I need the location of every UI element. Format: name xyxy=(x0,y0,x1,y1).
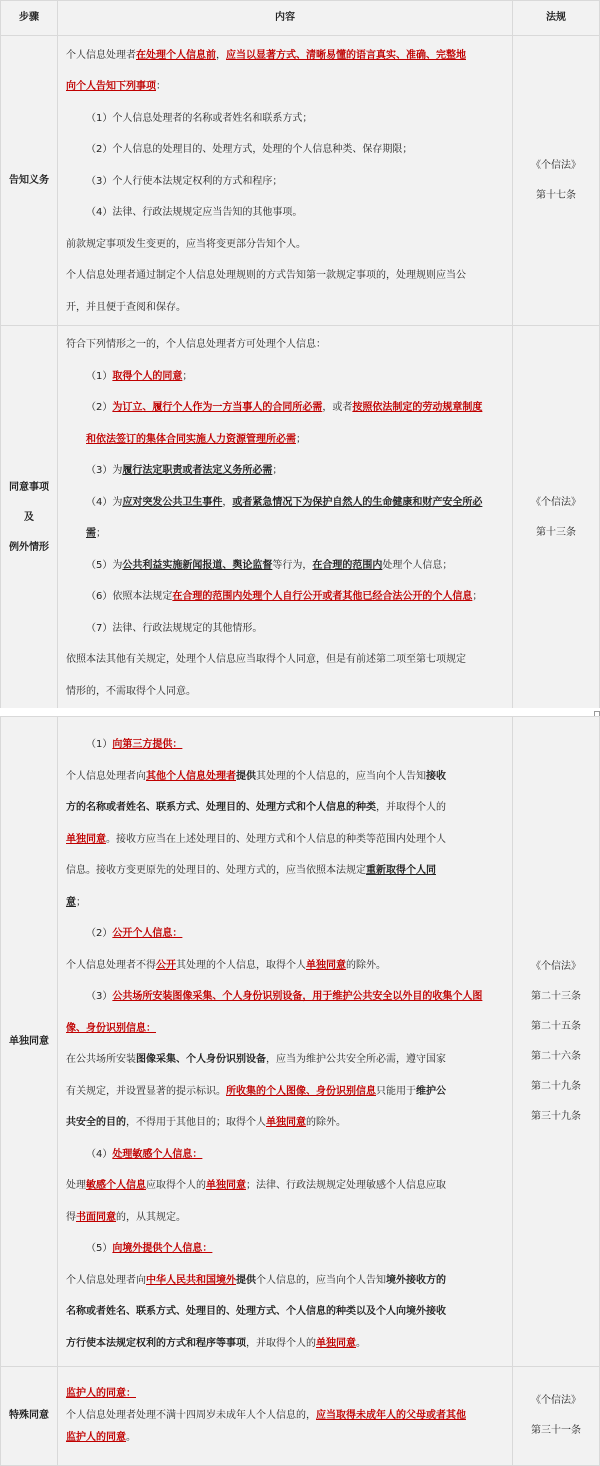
step-label: 告知义务 xyxy=(9,174,49,186)
law-cell xyxy=(513,717,600,1367)
law-article: 第三十一条 xyxy=(531,1425,581,1436)
list-item: （4）为应对突发公共卫生事件，或者紧急情况下为保护自然人的生命健康和财产安全所必 xyxy=(86,496,483,508)
law-name: 《个信法》 xyxy=(531,960,581,972)
list-item: （7）法律、行政法规规定的其他情形。 xyxy=(86,622,263,634)
list-item: （6）依照本法规定在合理的范围内处理个人自行公开或者其他已经合法公开的个人信息； xyxy=(86,591,483,603)
regulation-table xyxy=(0,716,600,1466)
header-law: 法规 xyxy=(513,1,600,36)
law-name: 《个信法》 xyxy=(531,159,581,171)
step-label: 同意事项 xyxy=(9,481,49,493)
law-cell xyxy=(513,1367,600,1466)
paragraph: 方行使本法规定权利的方式和程序等事项，并取得个人的单独同意。 xyxy=(66,1337,366,1349)
list-item: （1）取得个人的同意； xyxy=(86,370,193,382)
paragraph: 前款规定事项发生变更的，应当将变更部分告知个人。 xyxy=(66,238,306,250)
sub-heading: （2）公开个人信息： xyxy=(86,928,183,940)
paragraph: 向个人告知下列事项： xyxy=(66,81,166,92)
sub-heading: （5）向境外提供个人信息： xyxy=(86,1243,213,1255)
paragraph: 处理敏感个人信息应取得个人的单独同意；法律、行政法规规定处理敏感个人信息应取 xyxy=(66,1180,446,1192)
list-item: （3）为履行法定职责或者法定义务所必需； xyxy=(86,465,283,477)
table-row-notice xyxy=(1,36,600,326)
paragraph: 得书面同意的，从其规定。 xyxy=(66,1211,186,1223)
paragraph: 单独同意。接收方应当在上述处理目的、处理方式和个人信息的种类等范围内处理个人 xyxy=(66,833,446,845)
content-cell xyxy=(58,326,513,710)
paragraph: 有关规定，并设置显著的提示标识。所收集的个人图像、身份识别信息只能用于维护公 xyxy=(66,1085,446,1097)
law-cell xyxy=(513,326,600,710)
step-label: 特殊同意 xyxy=(9,1410,49,1421)
sub-heading-cont: 像、身份识别信息： xyxy=(66,1022,156,1034)
paragraph: 符合下列情形之一的，个人信息处理者方可处理个人信息： xyxy=(66,339,326,351)
list-item: （2）个人信息的处理目的、处理方式，处理的个人信息种类、保存期限； xyxy=(86,144,413,155)
step-label: 单独同意 xyxy=(9,1035,49,1047)
content-cell xyxy=(58,36,513,326)
list-item: （1）个人信息处理者的名称或者姓名和联系方式； xyxy=(86,112,313,124)
header-step: 步骤 xyxy=(1,1,58,36)
law-name: 《个信法》 xyxy=(531,496,581,508)
paragraph: 信息。接收方变更原先的处理目的、处理方式的，应当依照本法规定重新取得个人同 xyxy=(66,865,436,877)
paragraph: 个人信息处理者向其他个人信息处理者提供其处理的个人信息的，应当向个人告知接收 xyxy=(66,770,446,782)
law-article: 第十七条 xyxy=(536,189,576,201)
table-section-1 xyxy=(0,0,600,710)
paragraph: 依照本法其他有关规定，处理个人信息应当取得个人同意，但是有前述第二项至第七项规定 xyxy=(66,654,466,666)
paragraph: 开，并且便于查阅和保存。 xyxy=(66,301,186,313)
table-row-separate-consent xyxy=(1,717,600,1367)
paragraph: 个人信息处理者不得公开其处理的个人信息，取得个人单独同意的除外。 xyxy=(66,959,386,971)
step-label: 例外情形 xyxy=(9,541,49,553)
list-item: （4）法律、行政法规规定应当告知的其他事项。 xyxy=(86,207,303,218)
law-article: 第二十九条 xyxy=(531,1080,581,1092)
paragraph: 共安全的目的，不得用于其他目的；取得个人单独同意的除外。 xyxy=(66,1117,346,1129)
sub-heading: （3）公共场所安装图像采集、个人身份识别设备，用于维护公共安全以外目的收集个人图 xyxy=(86,991,483,1003)
law-name: 《个信法》 xyxy=(531,1395,581,1406)
law-cell xyxy=(513,36,600,326)
paragraph: 个人信息处理者向中华人民共和国境外提供个人信息的，应当向个人告知境外接收方的 xyxy=(66,1274,446,1286)
step-cell xyxy=(1,36,58,326)
sub-heading: （1）向第三方提供： xyxy=(86,739,183,751)
law-article: 第二十六条 xyxy=(531,1050,581,1062)
step-cell xyxy=(1,1367,58,1466)
paragraph: 情形的，不需取得个人同意。 xyxy=(66,685,196,697)
list-item: （5）为公共利益实施新闻报道、舆论监督等行为，在合理的范围内处理个人信息； xyxy=(86,559,453,571)
content-cell xyxy=(58,717,513,1367)
table-section-2 xyxy=(0,716,600,1466)
list-item: （2）为订立、履行个人作为一方当事人的合同所必需，或者按照依法制定的劳动规章制度 xyxy=(86,402,483,414)
law-article: 第十三条 xyxy=(536,526,576,538)
law-article: 第二十三条 xyxy=(531,990,581,1002)
header-content: 内容 xyxy=(58,1,513,36)
table-row-consent xyxy=(1,326,600,710)
paragraph: 方的名称或者姓名、联系方式、处理目的、处理方式和个人信息的种类，并取得个人的 xyxy=(66,802,446,814)
content-cell xyxy=(58,1367,513,1466)
paragraph: 名称或者姓名、联系方式、处理目的、处理方式、个人信息的种类以及个人向境外接收 xyxy=(66,1306,446,1318)
sub-heading: 监护人的同意： xyxy=(66,1388,136,1399)
page-separator xyxy=(0,708,600,716)
list-item-cont: 需； xyxy=(86,528,106,540)
step-cell xyxy=(1,326,58,710)
paragraph: 意； xyxy=(66,896,86,908)
paragraph: 监护人的同意。 xyxy=(66,1432,136,1443)
table-header-row xyxy=(1,1,600,36)
step-cell xyxy=(1,717,58,1367)
step-label: 及 xyxy=(24,511,34,523)
regulation-table xyxy=(0,0,600,710)
paragraph: 个人信息处理者处理不满十四周岁未成年人个人信息的，应当取得未成年人的父母或者其他 xyxy=(66,1410,466,1421)
paragraph: 在公共场所安装图像采集、个人身份识别设备，应当为维护公共安全所必需，遵守国家 xyxy=(66,1054,446,1066)
list-item-cont: 和依法签订的集体合同实施人力资源管理所必需； xyxy=(86,433,306,445)
list-item: （3）个人行使本法规定权利的方式和程序； xyxy=(86,175,283,187)
law-article: 第二十五条 xyxy=(531,1020,581,1032)
law-article: 第三十九条 xyxy=(531,1110,581,1122)
paragraph: 个人信息处理者在处理个人信息前，应当以显著方式、清晰易懂的语言真实、准确、完整地 xyxy=(66,49,466,61)
sub-heading: （4）处理敏感个人信息： xyxy=(86,1148,203,1160)
paragraph: 个人信息处理者通过制定个人信息处理规则的方式告知第一款规定事项的，处理规则应当公 xyxy=(66,270,466,281)
table-row-special-consent xyxy=(1,1367,600,1466)
